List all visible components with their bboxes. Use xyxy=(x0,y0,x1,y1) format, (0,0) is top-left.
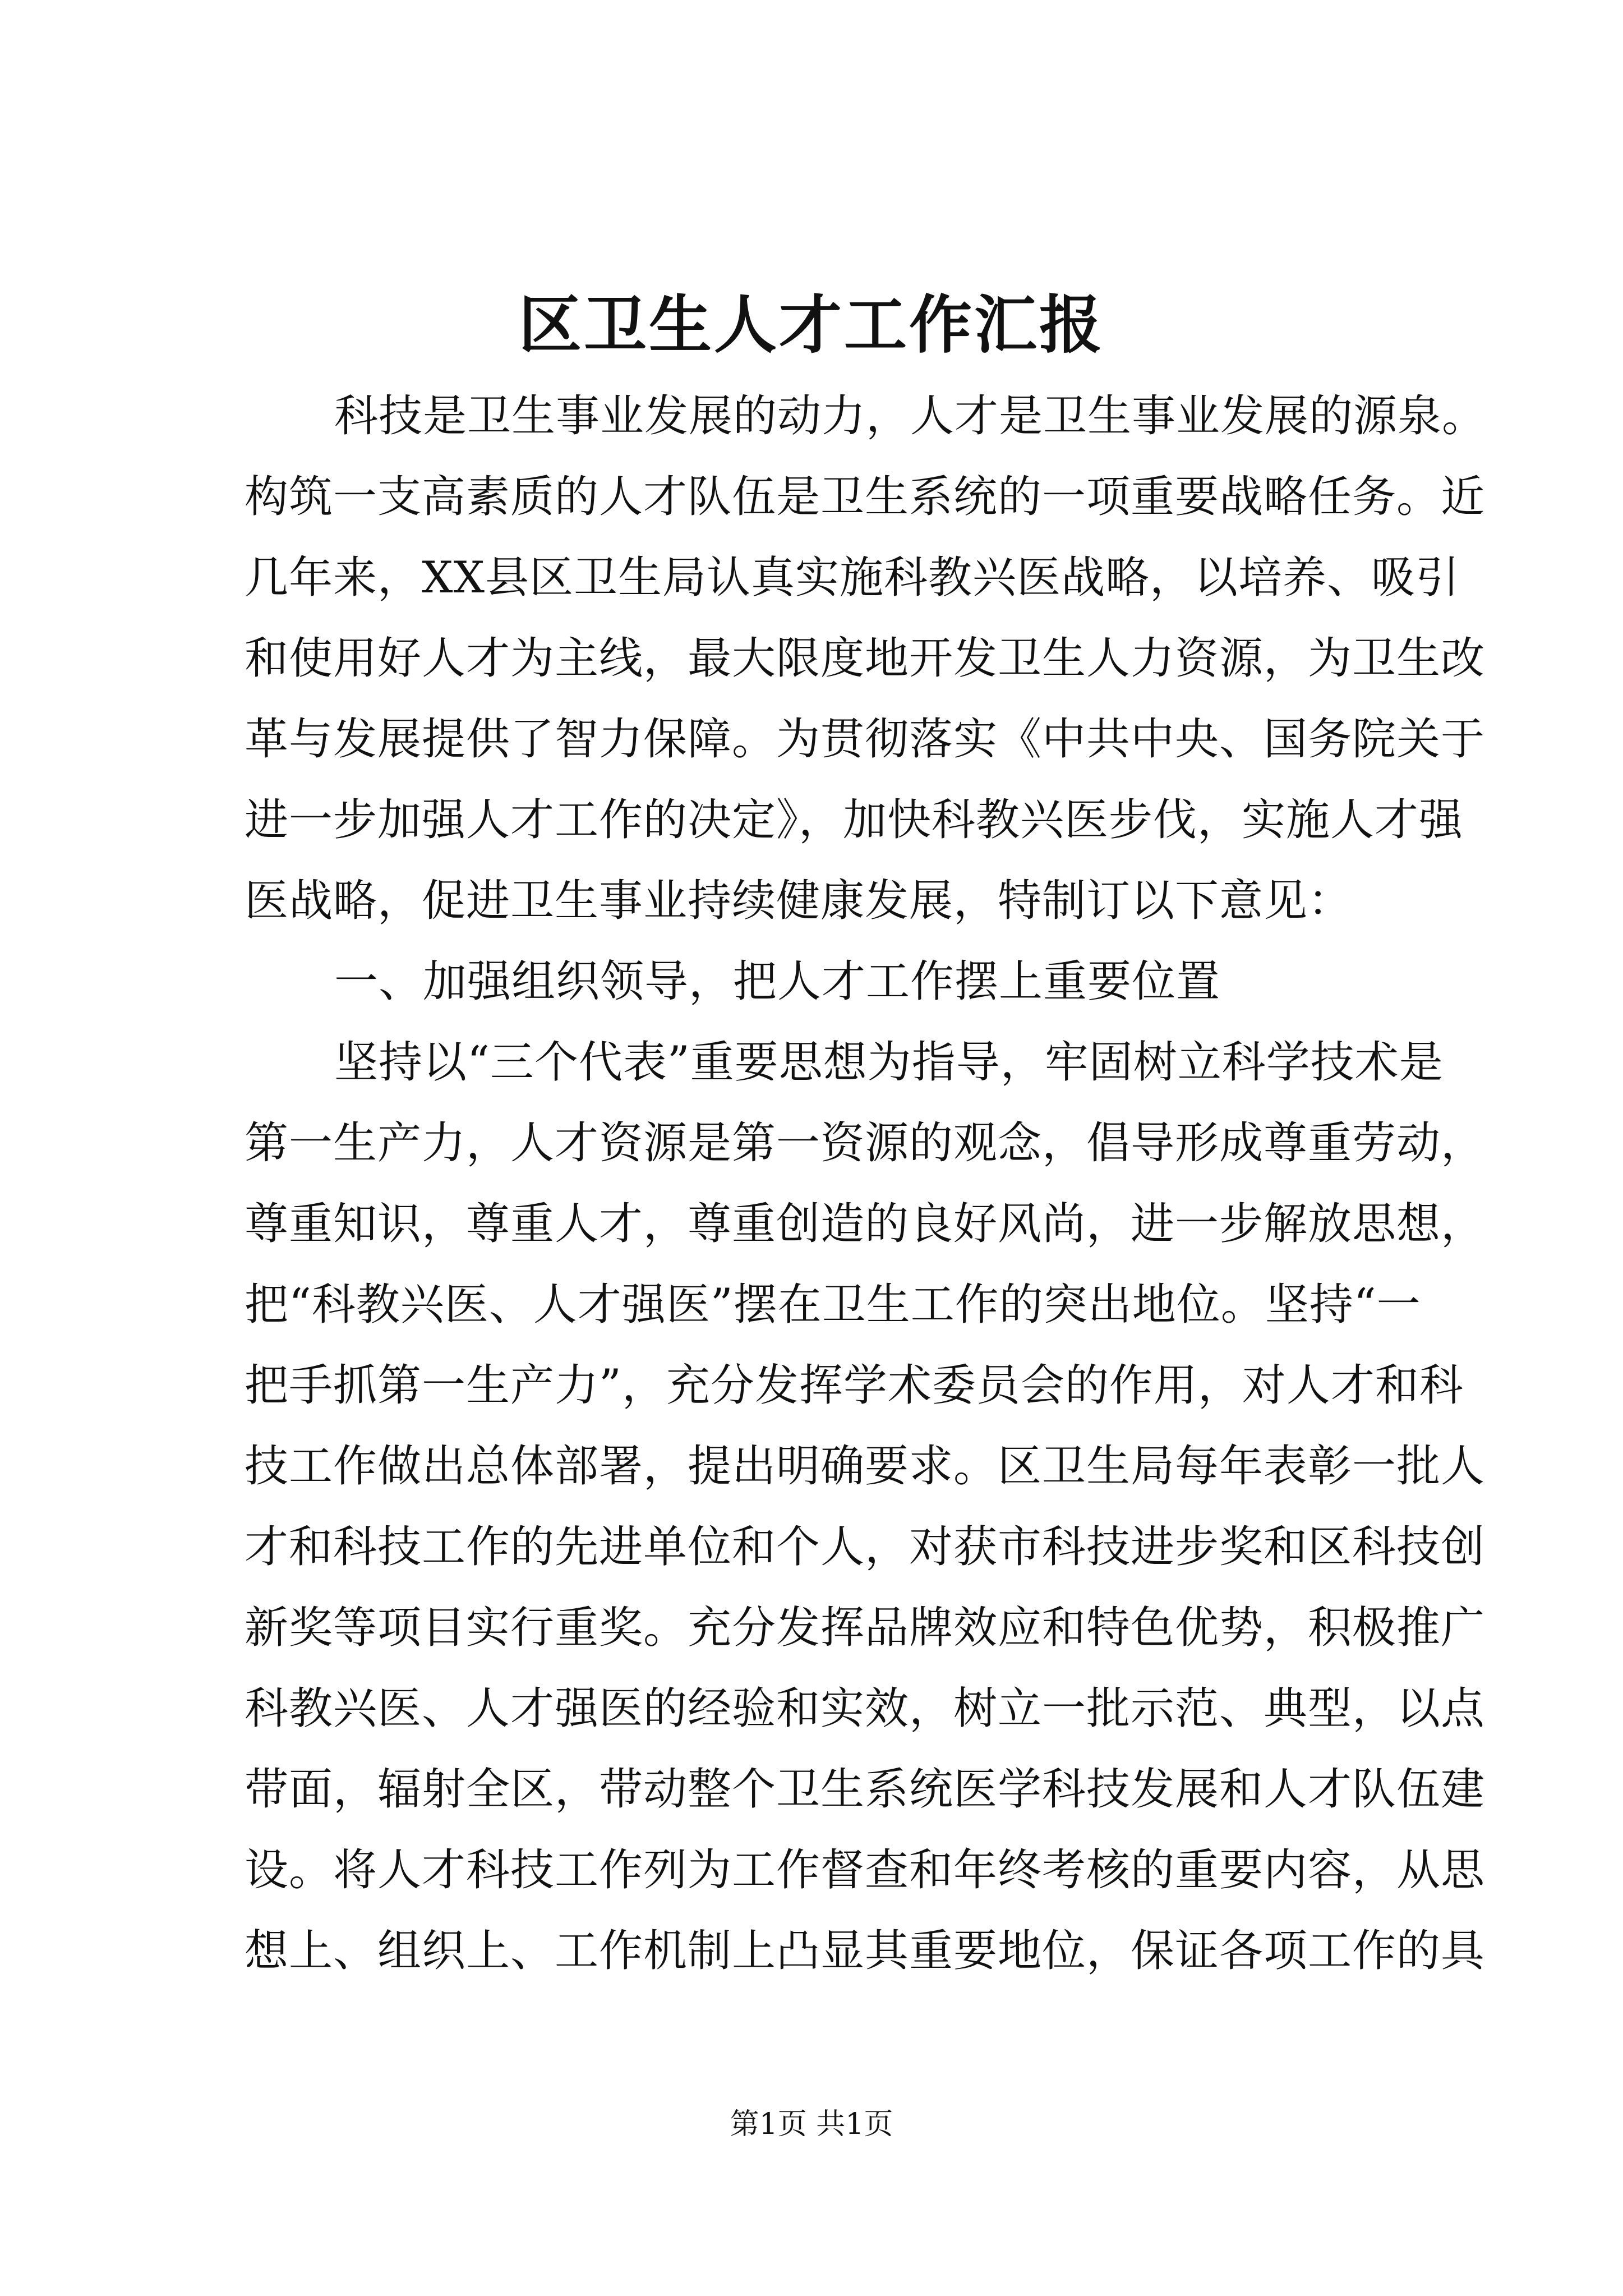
paragraph-line: 新奖等项目实行重奖。充分发挥品牌效应和特色优势，积极推广 xyxy=(245,1603,1486,1653)
paragraph-line: 构筑一支高素质的人才队伍是卫生系统的一项重要战略任务。近 xyxy=(245,472,1486,522)
paragraph-line: 进一步加强人才工作的决定》，加快科教兴医步伐，实施人才强 xyxy=(245,795,1464,845)
page-footer: 第1页 共1页 xyxy=(730,2108,893,2141)
paragraph-line: 坚持以“三个代表”重要思想为指导，牢固树立科学技术是 xyxy=(334,1037,1444,1088)
paragraph-line: 尊重知识，尊重人才，尊重创造的良好风尚，进一步解放思想， xyxy=(245,1199,1486,1249)
paragraph-line: 把手抓第一生产力”，充分发挥学术委员会的作用，对人才和科 xyxy=(245,1360,1464,1411)
paragraph-line: 设。将人才科技工作列为工作督查和年终考核的重要内容，从思 xyxy=(245,1845,1486,1895)
paragraph-line: 和使用好人才为主线，最大限度地开发卫生人力资源，为卫生改 xyxy=(245,633,1486,684)
paragraph-line: 几年来，XX县区卫生局认真实施科教兴医战略，以培养、吸引 xyxy=(245,553,1460,603)
paragraph-line: 科技是卫生事业发展的动力，人才是卫生事业发展的源泉。 xyxy=(334,391,1487,441)
paragraph-line: 科教兴医、人才强医的经验和实效，树立一批示范、典型，以点 xyxy=(245,1683,1486,1734)
paragraph-line: 医战略，促进卫生事业持续健康发展，特制订以下意见： xyxy=(245,876,1353,926)
paragraph-line: 带面，辐射全区，带动整个卫生系统医学科技发展和人才队伍建 xyxy=(245,1764,1486,1815)
document-title: 区卫生人才工作汇报 xyxy=(519,288,1104,362)
section-heading: 一、加强组织领导，把人才工作摆上重要位置 xyxy=(334,956,1221,1007)
paragraph-line: 想上、组织上、工作机制上凸显其重要地位，保证各项工作的具 xyxy=(245,1926,1486,1976)
paragraph-line: 第一生产力，人才资源是第一资源的观念，倡导形成尊重劳动， xyxy=(245,1118,1486,1168)
paragraph-line: 把“科教兴医、人才强医”摆在卫生工作的突出地位。坚持“一 xyxy=(245,1280,1421,1330)
paragraph-line: 革与发展提供了智力保障。为贯彻落实《中共中央、国务院关于 xyxy=(245,714,1486,765)
document-body xyxy=(245,376,1487,1991)
paragraph-line: 才和科技工作的先进单位和个人，对获市科技进步奖和区科技创 xyxy=(245,1522,1486,1572)
paragraph-line: 技工作做出总体部署，提出明确要求。区卫生局每年表彰一批人 xyxy=(245,1441,1486,1492)
